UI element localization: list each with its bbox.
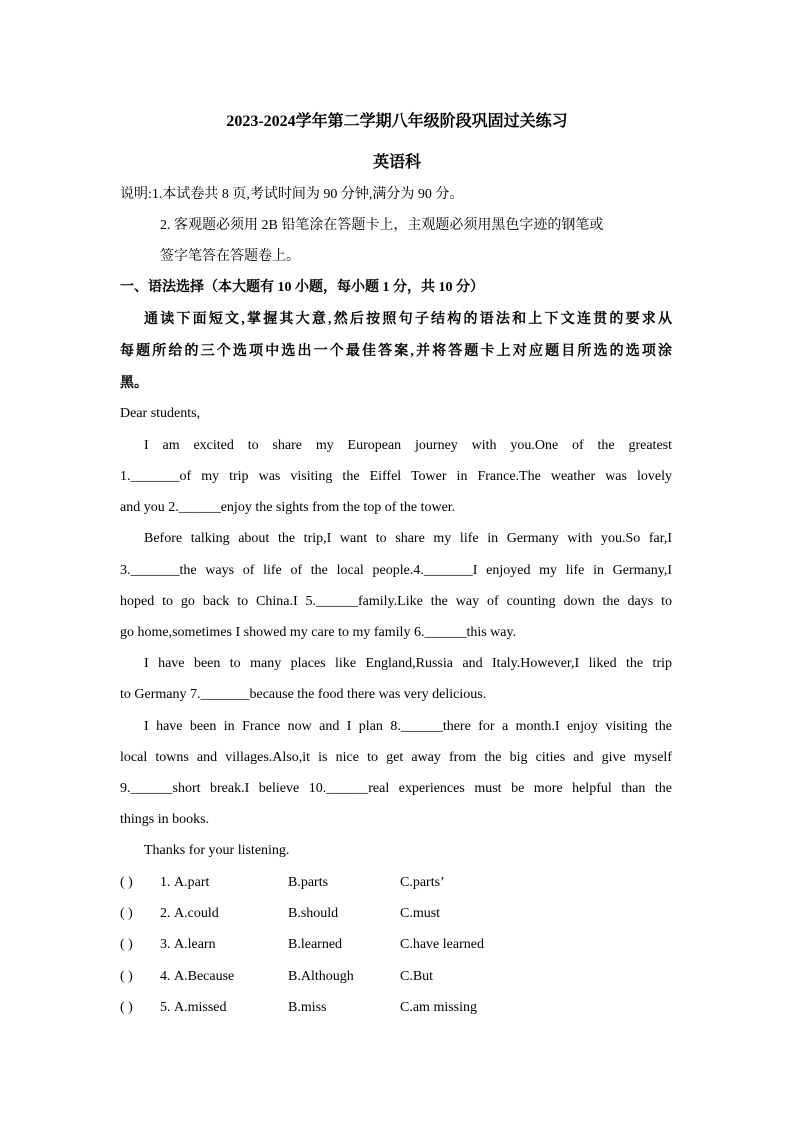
passage-line: Before talking about the trip,I want to share my life in Germany with you.So far,I xyxy=(144,531,672,546)
directions-line-1: 通读下面短文,掌握其大意,然后按照句子结构的语法和上下文连贯的要求从 xyxy=(144,312,672,327)
passage-line: hoped to go back to China.I 5.______family.Like the way of counting down the days to xyxy=(120,594,672,609)
passage-line: I have been to many places like England,Russia and Italy.However,I liked the trip xyxy=(144,656,672,671)
option-c: C.parts’ xyxy=(400,875,445,890)
salutation: Dear students, xyxy=(120,406,201,421)
option-a: A.could xyxy=(174,906,219,921)
answer-bracket[interactable]: ( ) xyxy=(120,969,133,984)
passage-line: 9.______short break.I believe 10.______real experiences must be more helpful than the xyxy=(120,781,672,796)
instruction-line-2: 2. 客观题必须用 2B 铅笔涂在答题卡上，主观题必须用黑色字迹的钢笔或 xyxy=(160,218,604,233)
passage-line: 3._______the ways of life of the local people.4._______I enjoyed my life in Germany,I xyxy=(120,563,672,578)
exam-title: 2023-2024学年第二学期八年级阶段巩固过关练习 xyxy=(226,113,568,130)
passage-line: go home,sometimes I showed my care to my family 6.______this way. xyxy=(120,625,517,640)
passage-line: I am excited to share my European journey with you.One of the greatest xyxy=(144,438,672,453)
instruction-line-3: 签字笔答在答题卷上。 xyxy=(160,249,300,264)
option-c: C.must xyxy=(400,906,441,921)
option-a: A.Because xyxy=(174,969,235,984)
question-number: 4. xyxy=(160,969,171,984)
option-b: B.should xyxy=(288,906,339,921)
question-number: 2. xyxy=(160,906,171,921)
subject-title: 英语科 xyxy=(372,154,421,171)
option-c: C.am missing xyxy=(400,1000,478,1015)
passage-line: I have been in France now and I plan 8.______there for a month.I enjoy visiting the xyxy=(144,719,672,734)
passage-line: and you 2.______enjoy the sights from the top of the tower. xyxy=(120,500,456,515)
instruction-line-1: 说明:1.本试卷共 8 页,考试时间为 90 分钟,满分为 90 分。 xyxy=(120,187,464,202)
section-heading: 一、语法选择（本大题有 10 小题，每小题 1 分，共 10 分） xyxy=(120,280,484,295)
directions-line-3: 黑。 xyxy=(120,376,148,391)
directions-line-2: 每题所给的三个选项中选出一个最佳答案,并将答题卡上对应题目所选的选项涂 xyxy=(120,344,672,359)
passage-line: 1._______of my trip was visiting the Eiffel Tower in France.The weather was lovely xyxy=(120,469,672,484)
question-number: 3. xyxy=(160,937,171,952)
passage-line: to Germany 7._______because the food there was very delicious. xyxy=(120,687,487,702)
option-b: B.learned xyxy=(288,937,343,952)
option-b: B.miss xyxy=(288,1000,327,1015)
answer-bracket[interactable]: ( ) xyxy=(120,1000,133,1015)
option-a: A.learn xyxy=(174,937,216,952)
option-a: A.missed xyxy=(174,1000,227,1015)
answer-bracket[interactable]: ( ) xyxy=(120,875,133,890)
option-c: C.But xyxy=(400,969,434,984)
passage-line: things in books. xyxy=(120,812,210,827)
option-c: C.have learned xyxy=(400,937,484,952)
answer-bracket[interactable]: ( ) xyxy=(120,906,133,921)
passage-line: local towns and villages.Also,it is nice to get away from the big cities and give myself xyxy=(120,750,672,765)
answer-bracket[interactable]: ( ) xyxy=(120,937,133,952)
closing-line: Thanks for your listening. xyxy=(144,843,290,858)
option-a: A.part xyxy=(174,875,210,890)
question-number: 1. xyxy=(160,875,171,890)
option-b: B.parts xyxy=(288,875,329,890)
option-b: B.Although xyxy=(288,969,354,984)
question-number: 5. xyxy=(160,1000,171,1015)
